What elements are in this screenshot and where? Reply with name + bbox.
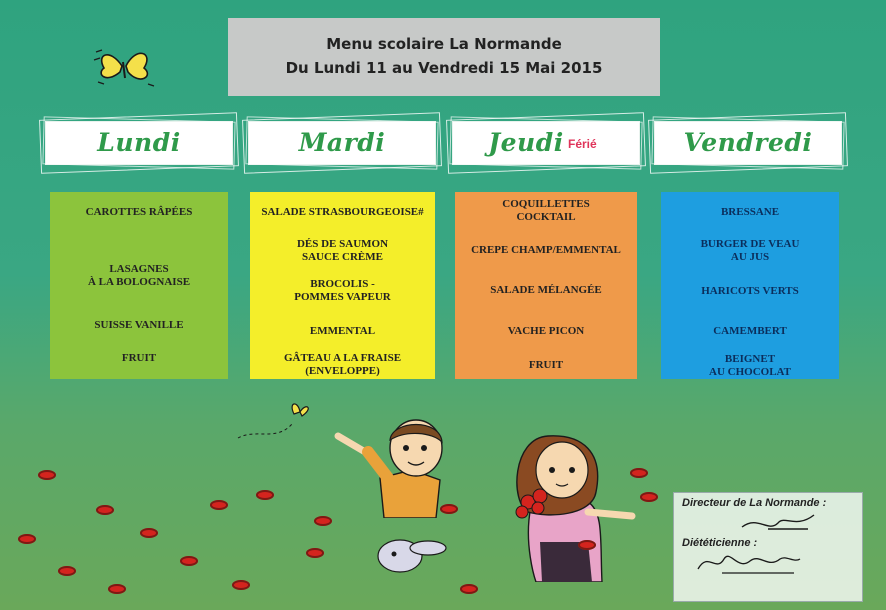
menu-item: CAMEMBERT — [713, 325, 787, 337]
menu-item: POMMES VAPEUR — [294, 291, 391, 303]
day-header-lundi — [46, 122, 232, 164]
menu-item: AU JUS — [730, 251, 770, 263]
menu-item: SALADE MÉLANGÉE — [490, 284, 602, 296]
menu-column-mardi — [250, 192, 435, 379]
menu-item: CAROTTES RÂPÉES — [85, 206, 193, 218]
day-header-vendredi — [655, 122, 841, 164]
menu-item: SAUCE CRÈME — [302, 251, 383, 263]
dietitian-signature — [694, 545, 804, 575]
menu-item: HARICOTS VERTS — [701, 285, 799, 297]
day-name: Vendredi — [683, 128, 813, 157]
menu-item: BROCOLIS - — [310, 278, 375, 290]
menu-date-range: Du Lundi 11 au Vendredi 15 Mai 2015 — [285, 59, 603, 77]
menu-item: (ENVELOPPE) — [305, 365, 380, 377]
day-name: Jeudi — [488, 128, 564, 157]
day-header-mardi — [249, 122, 435, 164]
menu-item: GÂTEAU A LA FRAISE — [283, 352, 402, 364]
menu-item: VACHE PICON — [507, 325, 585, 337]
director-label: Directeur de La Normande : — [682, 497, 827, 509]
boy-illustration — [332, 418, 462, 518]
menu-item: SALADE STRASBOURGEOISE# — [261, 206, 424, 218]
menu-item: COCKTAIL — [516, 211, 576, 223]
menu-item: AU CHOCOLAT — [709, 366, 791, 378]
day-name: Mardi — [298, 128, 386, 157]
menu-item: LASAGNES — [109, 263, 169, 275]
menu-column-vendredi — [661, 192, 839, 379]
menu-item: SUISSE VANILLE — [94, 319, 184, 331]
signature-box — [673, 492, 863, 602]
menu-title: Menu scolaire La Normande — [326, 35, 562, 53]
menu-column-lundi — [50, 192, 228, 379]
director-signature — [738, 509, 818, 535]
menu-item: BRESSANE — [720, 206, 780, 218]
menu-item: EMMENTAL — [309, 325, 376, 337]
girl-illustration — [492, 432, 642, 582]
day-name: Lundi — [97, 128, 181, 157]
menu-item: BEIGNET — [724, 353, 776, 365]
menu-column-jeudi — [455, 192, 637, 379]
menu-item: FRUIT — [121, 352, 157, 364]
small-butterfly-icon — [236, 398, 316, 444]
menu-item: BURGER DE VEAU — [700, 238, 800, 250]
menu-item: CREPE CHAMP/EMMENTAL — [471, 244, 621, 256]
menu-item: DÉS DE SAUMON — [296, 238, 389, 250]
rabbit-illustration — [370, 528, 450, 580]
holiday-label: Férié — [568, 137, 597, 151]
menu-item: FRUIT — [528, 359, 564, 371]
title-box — [228, 18, 660, 96]
day-header-jeudi — [453, 122, 639, 164]
menu-item: À LA BOLOGNAISE — [87, 276, 191, 288]
dietitian-label: Diététicienne : — [682, 537, 758, 549]
butterfly-icon — [92, 44, 158, 90]
menu-item: COQUILLETTES — [502, 198, 590, 210]
